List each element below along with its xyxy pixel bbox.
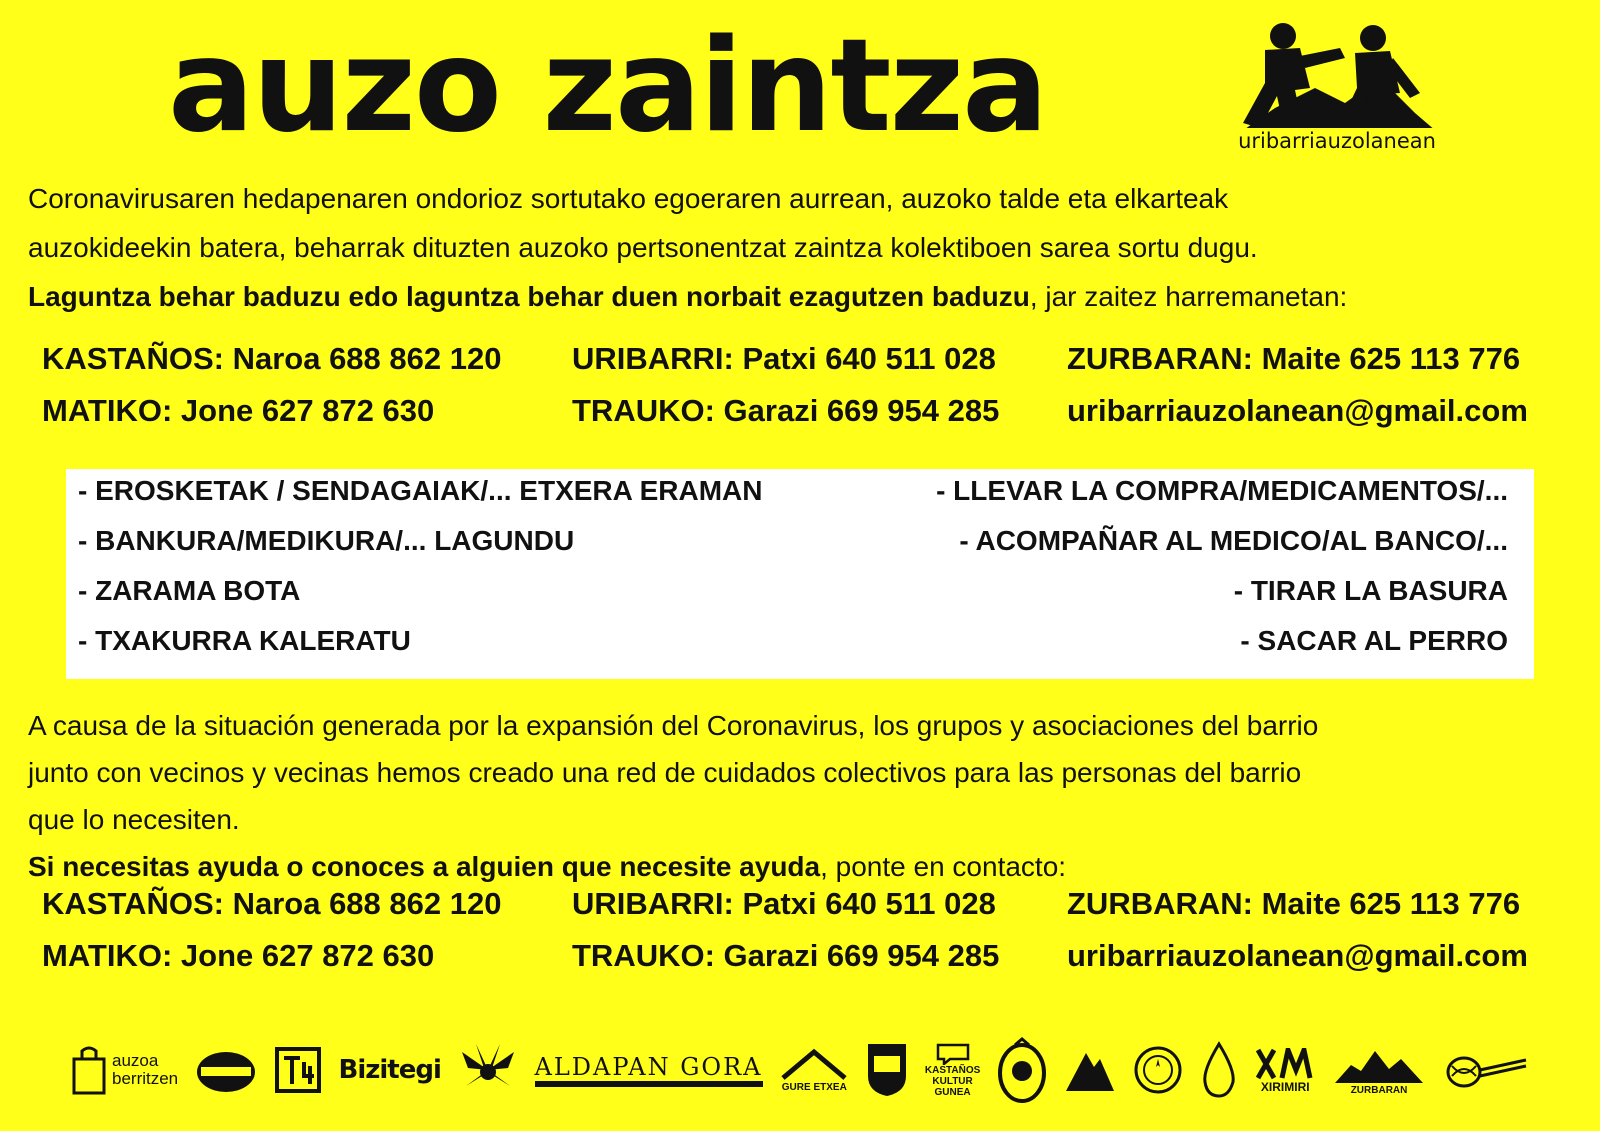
uribarri-shield-logo: [866, 1042, 908, 1098]
spanish-rest: , ponte en contacto:: [820, 851, 1067, 882]
contacts-block-top: [42, 333, 1562, 437]
kastanos-text-2: KULTUR: [932, 1075, 973, 1087]
gosaldi-logo: [1133, 1045, 1183, 1095]
contact-matiko: MATIKO: Jone 627 872 630: [42, 938, 435, 973]
speech-bubble-icon: [936, 1043, 970, 1065]
contact-uribarri: URIBARRI: Patxi 640 511 028: [572, 341, 996, 376]
service-row: [66, 469, 1534, 519]
contact-zurbaran: ZURBARAN: Maite 625 113 776: [1067, 341, 1521, 376]
aldapan-text: ALDAPAN GORA: [535, 1053, 763, 1087]
drop-logo: [1199, 1040, 1239, 1100]
xirimiri-logo: [1256, 1048, 1314, 1093]
intro-line: auzokideekin batera, beharrak dituzten auzoko pertsonentzat zaintza kolektiboen sarea sortu dugu.: [28, 232, 1258, 263]
contacts-block-bottom: [42, 878, 1562, 982]
sponsor-logos: [70, 1030, 1530, 1110]
service-es: - ACOMPAÑAR AL MEDICO/AL BANCO/...: [959, 525, 1508, 556]
drop-icon: [1199, 1040, 1239, 1100]
logo-label: uribarriauzolanean: [1238, 129, 1436, 153]
zurbaran-logo: [1331, 1045, 1427, 1096]
contact-trauko: TRAUKO: Garazi 669 954 285: [572, 938, 1000, 973]
kastanos-text-1: KASTAÑOS: [924, 1064, 981, 1076]
page-title: auzo zaintza: [168, 12, 1047, 161]
contact-kastanos: KASTAÑOS: Naroa 688 862 120: [42, 886, 502, 921]
intro-rest: , jar zaitez harremanetan:: [1029, 281, 1348, 312]
kastanos-text-3: GUNEA: [934, 1086, 971, 1098]
uribarri-auzolanean-logo: [1205, 18, 1470, 153]
intro-text-spanish: [28, 702, 1588, 890]
round-badge-logo: [997, 1037, 1047, 1103]
kastanos-kultur-gunea-logo: [925, 1043, 980, 1098]
intro-text-basque: [28, 174, 1588, 321]
mountain-icon: [1064, 1045, 1116, 1095]
t4-logo: [274, 1046, 322, 1094]
berritzen-text: berritzen: [112, 1069, 179, 1088]
service-row: [66, 519, 1534, 569]
contact-email[interactable]: uribarriauzolanean@gmail.com: [1067, 393, 1528, 428]
service-eu: - EROSKETAK / SENDAGAIAK/... ETXERA ERAMAN: [78, 475, 763, 506]
spanish-line: que lo necesiten.: [28, 804, 240, 835]
contact-matiko: MATIKO: Jone 627 872 630: [42, 393, 435, 428]
service-es: - SACAR AL PERRO: [1240, 625, 1508, 656]
gure-etxea-logo: [779, 1048, 849, 1093]
yarn-logo: [1444, 1050, 1530, 1090]
auzoa-berritzen-logo: [70, 1045, 178, 1095]
aldapan-gora-logo: [535, 1053, 763, 1087]
spanish-line: A causa de la situación generada por la expansión del Coronavirus, los grupos y asociaciones del barrio: [28, 710, 1319, 741]
contact-trauko: TRAUKO: Garazi 669 954 285: [572, 393, 1000, 428]
intro-line: [28, 272, 1588, 321]
bag-icon: [70, 1045, 108, 1095]
bizitegi-text: Bizitegi: [338, 1055, 441, 1085]
intro-bold: Laguntza behar baduzu edo laguntza behar duen norbait ezagutzen baduzu: [28, 281, 1030, 312]
service-eu: - BANKURA/MEDIKURA/... LAGUNDU: [78, 525, 575, 556]
service-row: [66, 619, 1534, 669]
auzoa-text: auzoa: [112, 1051, 159, 1070]
bizitegi-logo: [339, 1055, 441, 1085]
contact-email[interactable]: uribarriauzolanean@gmail.com: [1067, 938, 1528, 973]
services-box: [66, 469, 1534, 679]
xirimiri-text: XIRIMIRI: [1260, 1079, 1310, 1094]
handiko-uribarri-logo: [195, 1045, 257, 1095]
mountain-logo: [1064, 1045, 1116, 1095]
worker-head-icon: [1270, 23, 1296, 49]
contact-uribarri: URIBARRI: Patxi 640 511 028: [572, 886, 996, 921]
service-es: - TIRAR LA BASURA: [1233, 575, 1508, 606]
contact-zurbaran: ZURBARAN: Maite 625 113 776: [1067, 886, 1521, 921]
service-row: [66, 569, 1534, 619]
service-eu: - TXAKURRA KALERATU: [78, 625, 411, 656]
spanish-bold: Si necesitas ayuda o conoces a alguien que necesite ayuda: [28, 851, 821, 882]
aletu-logo: [458, 1042, 518, 1098]
zurbaran-text: ZURBARAN: [1350, 1084, 1408, 1096]
contact-kastanos: KASTAÑOS: Naroa 688 862 120: [42, 341, 502, 376]
intro-line: Coronavirusaren hedapenaren ondorioz sortutako egoeraren aurrean, auzoko talde eta elkarteak: [28, 183, 1229, 214]
gure-etxea-text: GURE ETXEA: [781, 1081, 847, 1093]
spanish-line: junto con vecinos y vecinas hemos creado una red de cuidados colectivos para las personas del barrio: [28, 757, 1302, 788]
service-es: - LLEVAR LA COMPRA/MEDICAMENTOS/...: [936, 475, 1508, 506]
service-eu: - ZARAMA BOTA: [78, 575, 301, 606]
